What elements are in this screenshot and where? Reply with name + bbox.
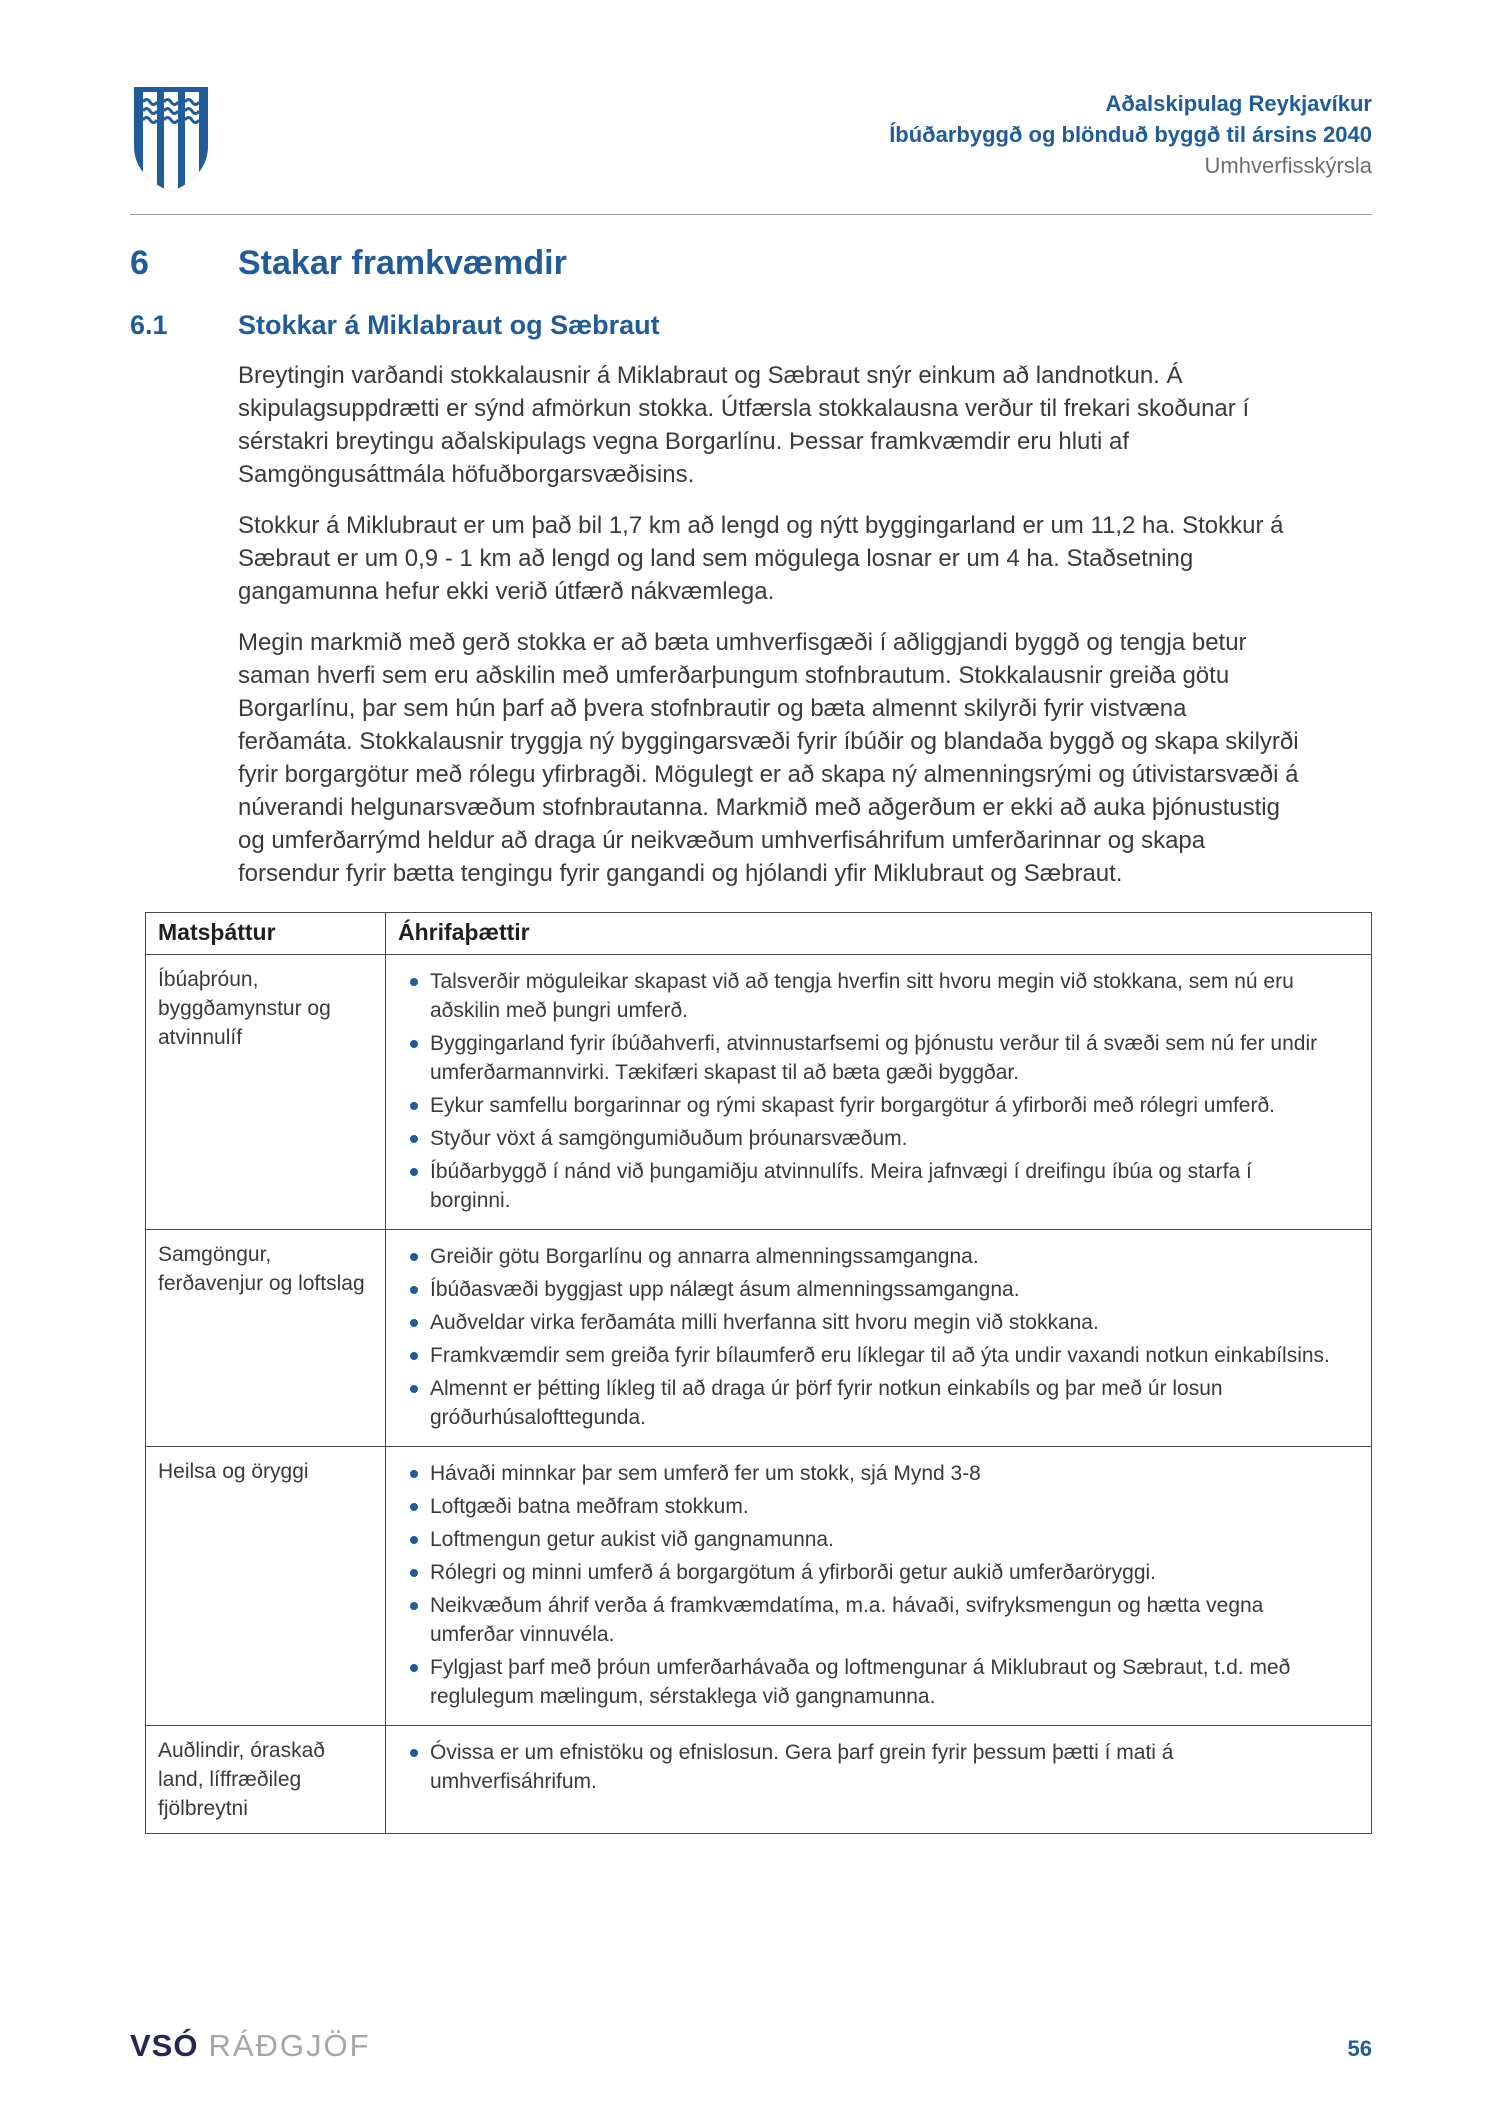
vso-radgjof-logo [130,2028,371,2064]
impact-bullet-text: Óvissa er um efnistöku og efnislosun. Gera þarf grein fyrir þessum þætti í mati á umhverfisáhrifum. [430,1741,1174,1793]
subsection-number: 6.1 [130,310,168,340]
table-row [146,1230,1372,1447]
bullet-dot-icon [410,1168,418,1176]
page-number: 56 [1347,2036,1372,2061]
table-header-row [146,913,1372,955]
impact-factor-list [386,955,1372,1230]
impact-bullet-text: Talsverðir möguleikar skapast við að tengja hverfin sitt hvoru megin við stokkana, sem nú eru aðskilin með þungri umferð. [430,970,1294,1022]
table-row [146,1447,1372,1726]
impact-bullet-item [400,1591,1331,1649]
body-paragraph: Stokkur á Miklubraut er um það bil 1,7 km að lengd og nýtt byggingarland er um 11,2 ha. Stokkur á Sæbraut er um 0,9 - 1 km að lengd og land sem mögulega losnar er um 4 ha. Staðsetning gangamunna hefur ekki verið útfærð nákvæmlega. [238,512,1284,605]
section-heading [130,243,1372,283]
impact-bullet-item [400,1525,1331,1554]
impact-factor-list [386,1230,1372,1447]
impact-bullet-text: Framkvæmdir sem greiða fyrir bílaumferð eru líklegar til að ýta undir vaxandi notkun einkabílsins. [430,1344,1330,1367]
impact-bullet-text: Greiðir götu Borgarlínu og annarra almenningssamgangna. [430,1245,979,1268]
impact-bullet-text: Almennt er þétting líkleg til að draga úr þörf fyrir notkun einkabíls og þar með úr losun gróðurhúsalofttegunda. [430,1377,1223,1429]
impact-bullet-item [400,1029,1331,1087]
impact-bullet-item [400,1124,1331,1153]
table-row [146,1726,1372,1834]
bullet-dot-icon [410,1602,418,1610]
bullet-dot-icon [410,1102,418,1110]
impact-bullet-item [400,1653,1331,1711]
subsection-title: Stokkar á Miklabraut og Sæbraut [238,310,660,340]
impact-bullet-item [400,1558,1331,1587]
header-text-block [889,84,1372,181]
column-header-ahrifathaettir: Áhrifaþættir [386,913,1372,955]
impact-bullet-item [400,1157,1331,1215]
section-title: Stakar framkvæmdir [238,244,567,282]
impact-bullet-text: Hávaði minnkar þar sem umferð fer um stokk, sjá Mynd 3-8 [430,1462,981,1485]
bullet-dot-icon [410,1319,418,1327]
impact-bullet-text: Loftmengun getur aukist við gangnamunna. [430,1528,834,1551]
assessment-factor: Auðlindir, óraskað land, líffræðileg fjölbreytni [146,1726,386,1834]
assessment-factor: Íbúaþróun, byggðamynstur og atvinnulíf [146,955,386,1230]
page-header [130,84,1372,196]
impact-bullet-item [400,1242,1331,1271]
impact-bullet-text: Rólegri og minni umferð á borgargötum á yfirborði getur aukið umferðaröryggi. [430,1561,1157,1584]
header-plan-subtitle: Íbúðarbyggð og blönduð byggð til ársins 2040 [889,122,1372,147]
reykjavik-coat-of-arms-icon [130,84,212,196]
bullet-dot-icon [410,1352,418,1360]
header-plan-title: Aðalskipulag Reykjavíkur [1105,91,1372,116]
header-divider-rule [130,214,1372,215]
page-footer [130,2028,1372,2064]
bullet-dot-icon [410,1503,418,1511]
bullet-dot-icon [410,1253,418,1261]
impact-bullet-text: Neikvæðum áhrif verða á framkvæmdatíma, m.a. hávaði, svifryksmengun og hætta vegna umferðar vinnuvéla. [430,1594,1264,1646]
bullet-dot-icon [410,1040,418,1048]
impact-bullet-item [400,967,1331,1025]
impact-bullet-item [400,1308,1331,1337]
impact-bullet-text: Byggingarland fyrir íbúðahverfi, atvinnustarfsemi og þjónustu verður til á svæði sem nú fer undir umferðarmannvirki. Tækifæri skapast til að bæta gæði byggðar. [430,1032,1318,1084]
section-number: 6 [130,244,149,282]
assessment-factor: Samgöngur, ferðavenjur og loftslag [146,1230,386,1447]
impact-bullet-item [400,1459,1331,1488]
impact-bullet-item [400,1492,1331,1521]
bullet-dot-icon [410,1664,418,1672]
table-body [146,955,1372,1834]
bullet-dot-icon [410,978,418,986]
table-row [146,955,1372,1230]
impact-bullet-text: Fylgjast þarf með þróun umferðarhávaða og loftmengunar á Miklubraut og Sæbraut, t.d. með reglulegum mælingum, sérstaklega við gangnamunna. [430,1656,1291,1708]
impact-factor-list [386,1726,1372,1834]
impact-factor-list [386,1447,1372,1726]
body-paragraph: Breytingin varðandi stokkalausnir á Miklabraut og Sæbraut snýr einkum að landnotkun. Á skipulagsuppdrætti er sýnd afmörkun stokka. Útfærsla stokkalausna verður til frekari skoðunar í sérstakri breytingu aðalskipulags vegna Borgarlínu. Þessar framkvæmdir eru hluti af Samgöngusáttmála höfuðborgarsvæðisins. [238,362,1250,488]
column-header-matsthattur: Matsþáttur [146,913,386,955]
impact-bullet-text: Auðveldar virka ferðamáta milli hverfanna sitt hvoru megin við stokkana. [430,1311,1099,1334]
bullet-dot-icon [410,1385,418,1393]
bullet-dot-icon [410,1536,418,1544]
bullet-dot-icon [410,1286,418,1294]
vso-logo-primary: VSÓ [130,2028,199,2063]
subsection-heading [130,309,1372,341]
body-paragraph: Megin markmið með gerð stokka er að bæta umhverfisgæði í aðliggjandi byggð og tengja betur saman hverfi sem eru aðskilin með umferðarþungum stofnbrautum. Stokkalausnir greiða götu Borgarlínu, þar sem hún þarf að þvera stofnbrautir og bæta almennt skilyrði fyrir vistvæna ferðamáta. Stokkalausnir tryggja ný byggingarsvæði fyrir íbúðir og blandaða byggð og skapa skilyrði fyrir borgargötur með rólegu yfirbragði. Mögulegt er að skapa ný almenningsrými og útivistarsvæði á núverandi helgunarsvæðum stofnbrautanna. Markmið með aðgerðum er ekki að auka þjónustustig og umferðarrýmd heldur að draga úr neikvæðum umhverfisáhrifum umferðarinnar og skapa forsendur fyrir bætta tengingu fyrir gangandi og hjólandi yfir Miklubraut og Sæbraut. [238,629,1299,887]
impact-bullet-item [400,1341,1331,1370]
body-text-column [238,359,1300,890]
impact-bullet-text: Eykur samfellu borgarinnar og rými skapast fyrir borgargötur á yfirborði með rólegri umferð. [430,1094,1275,1117]
bullet-dot-icon [410,1470,418,1478]
impact-bullet-item [400,1738,1331,1796]
assessment-factor: Heilsa og öryggi [146,1447,386,1726]
bullet-dot-icon [410,1749,418,1757]
impact-bullet-text: Loftgæði batna meðfram stokkum. [430,1495,749,1518]
header-report-type: Umhverfisskýrsla [1204,153,1372,178]
impact-bullet-text: Styður vöxt á samgöngumiðuðum þróunarsvæðum. [430,1127,908,1150]
impact-bullet-text: Íbúðarbyggð í nánd við þungamiðju atvinnulífs. Meira jafnvægi í dreifingu íbúa og starfa í borginni. [430,1160,1252,1212]
bullet-dot-icon [410,1569,418,1577]
bullet-dot-icon [410,1135,418,1143]
vso-logo-secondary: RÁÐGJÖF [208,2028,371,2063]
impact-bullet-item [400,1091,1331,1120]
impact-bullet-item [400,1374,1331,1432]
impact-assessment-table [145,912,1372,1834]
impact-bullet-text: Íbúðasvæði byggjast upp nálægt ásum almenningssamgangna. [430,1278,1020,1301]
impact-bullet-item [400,1275,1331,1304]
